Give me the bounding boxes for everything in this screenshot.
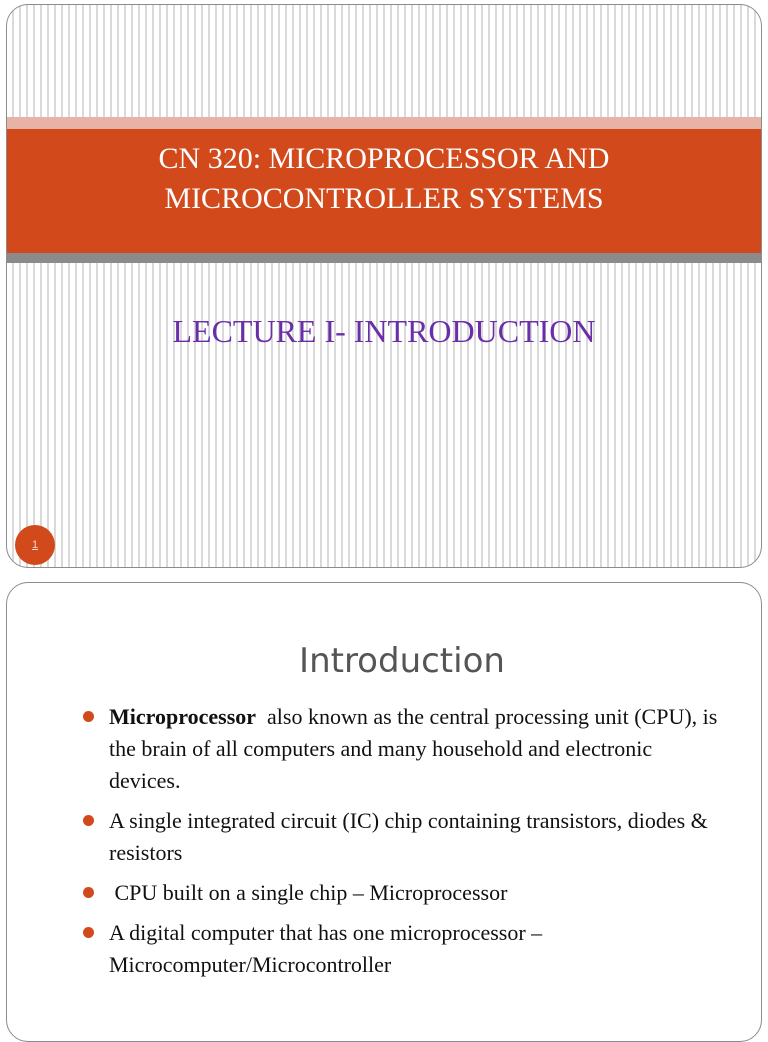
bullet-list [81, 701, 725, 989]
list-item [81, 917, 725, 981]
slide-heading: Introduction [299, 641, 505, 681]
page-number-badge[interactable]: 1 [15, 525, 55, 565]
title-bottom-stripe [7, 253, 761, 263]
bold-term: Microprocessor [109, 704, 257, 729]
slide-1 [6, 4, 762, 568]
bullet-dot-icon [83, 887, 94, 898]
title-top-stripe [7, 117, 761, 129]
slide-title-line-1: CN 320: MICROPROCESSOR AND [158, 142, 610, 175]
list-item [81, 701, 725, 797]
bullet-dot-icon [83, 711, 94, 722]
bullet-text: CPU built on a single chip – Microprocessor [109, 880, 508, 905]
bullet-text: A single integrated circuit (IC) chip containing transistors, diodes & resistors [109, 808, 708, 865]
bullet-text: also known as the central processing unit (CPU), is the brain of all computers and many household and electronic devices. [109, 704, 723, 793]
list-item [81, 877, 725, 909]
slide-title-line-2: MICROCONTROLLER SYSTEMS [164, 182, 604, 215]
title-band [7, 129, 761, 253]
slide-2 [6, 582, 762, 1042]
slide-subtitle: LECTURE I- INTRODUCTION [172, 313, 596, 349]
bullet-dot-icon [83, 815, 94, 826]
bullet-text: A digital computer that has one microprocessor – Microcomputer/Microcontroller [109, 920, 543, 977]
bullet-dot-icon [83, 927, 94, 938]
list-item [81, 805, 725, 869]
